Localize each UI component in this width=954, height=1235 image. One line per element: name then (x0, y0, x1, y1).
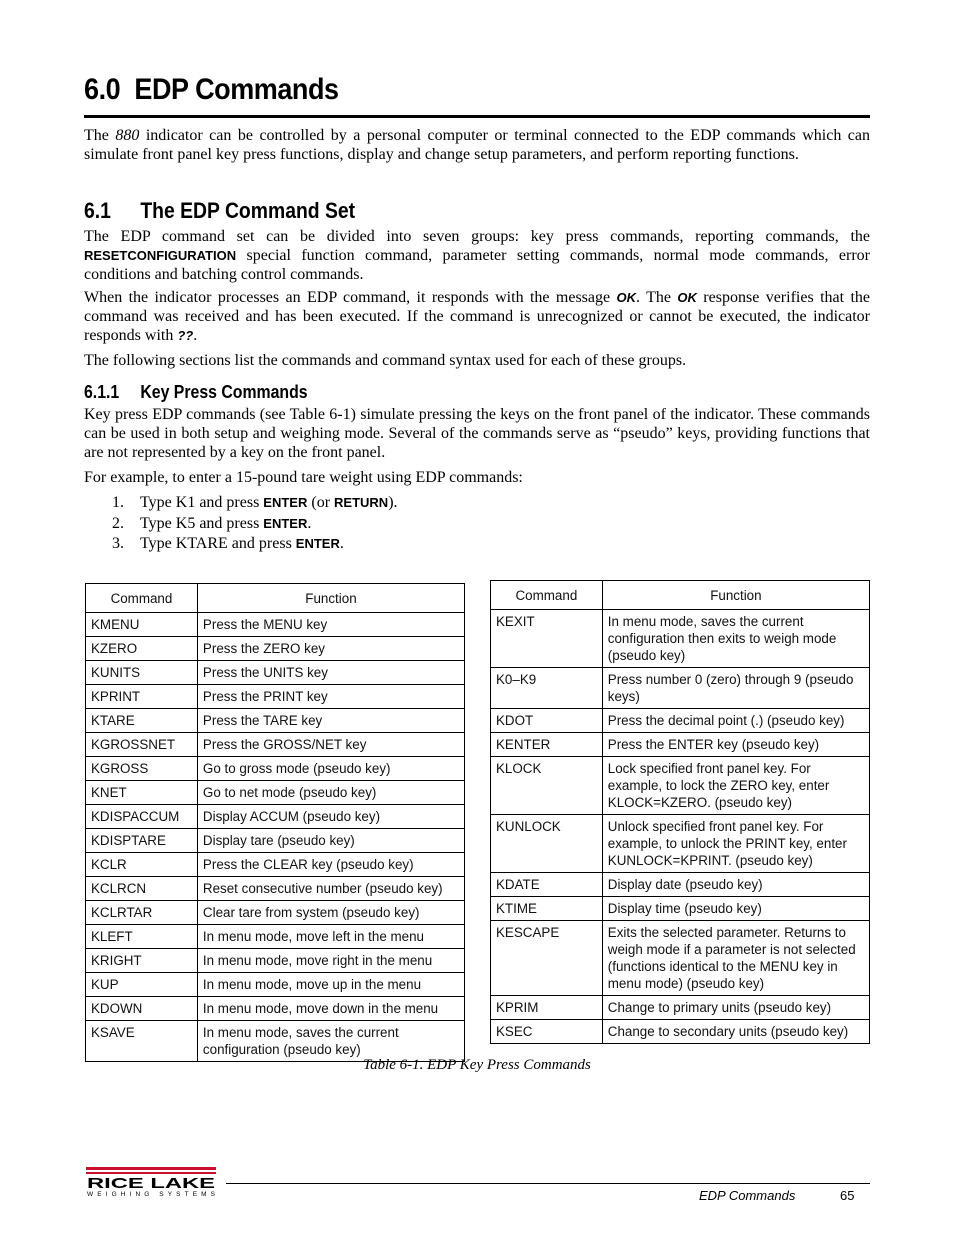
table-row (86, 925, 465, 949)
rice-lake-logo (86, 1167, 218, 1197)
page-title (84, 70, 791, 110)
function-cell: In menu mode, move up in the menu (197, 973, 464, 997)
table-row (491, 996, 870, 1020)
command-cell: KUNLOCK (491, 815, 603, 873)
function-cell: In menu mode, move down in the menu (197, 997, 464, 1021)
section-number: 6.0 (84, 73, 121, 106)
function-cell: Press the GROSS/NET key (197, 733, 464, 757)
command-cell: KMENU (86, 613, 198, 637)
function-cell: Display time (pseudo key) (602, 897, 869, 921)
function-cell: Press the TARE key (197, 709, 464, 733)
command-cell: KSEC (491, 1020, 603, 1044)
table-row (86, 997, 465, 1021)
function-cell: Press the PRINT key (197, 685, 464, 709)
column-header: Function (602, 581, 869, 610)
table-row (86, 877, 465, 901)
command-cell: K0–K9 (491, 668, 603, 709)
function-cell: Change to secondary units (pseudo key) (602, 1020, 869, 1044)
resetconfiguration-keyword: RESETCONFIGURATION (84, 248, 237, 263)
function-cell: Unlock specified front panel key. For example, to unlock the PRINT key, enter KUNLOCK=KPRINT. (pseudo key) (602, 815, 869, 873)
table-row (491, 873, 870, 897)
function-cell: Reset consecutive number (pseudo key) (197, 877, 464, 901)
table-row (491, 1020, 870, 1044)
command-cell: KLEFT (86, 925, 198, 949)
table-row (491, 897, 870, 921)
table-caption: Table 6-1. EDP Key Press Commands (363, 1057, 591, 1073)
command-cell: KENTER (491, 733, 603, 757)
function-cell: Display ACCUM (pseudo key) (197, 805, 464, 829)
function-cell: Press the ENTER key (pseudo key) (602, 733, 869, 757)
command-cell: KDISPACCUM (86, 805, 198, 829)
command-cell: KPRINT (86, 685, 198, 709)
function-cell: Display tare (pseudo key) (197, 829, 464, 853)
function-cell: Press the MENU key (197, 613, 464, 637)
section-title: EDP Commands (134, 73, 339, 106)
command-cell: KDOWN (86, 997, 198, 1021)
table-row (86, 949, 465, 973)
table-row (86, 829, 465, 853)
table-row (86, 757, 465, 781)
function-cell: In menu mode, saves the current configuration (pseudo key) (197, 1021, 464, 1062)
key-press-paragraph: Key press EDP commands (see Table 6-1) simulate pressing the keys on the front panel of the indicator. These commands can be used in both setup and weighing mode. Several of the commands serve as “pseudo” keys, providing functions that are not represented by a key on the front panel. (84, 406, 870, 461)
command-cell: KLOCK (491, 757, 603, 815)
model-number: 880 (115, 127, 140, 144)
table-row (86, 901, 465, 925)
command-cell: KZERO (86, 637, 198, 661)
function-cell: In menu mode, saves the current configuration then exits to weigh mode (pseudo key) (602, 610, 869, 668)
function-cell: Press the decimal point (.) (pseudo key) (602, 709, 869, 733)
table-row (86, 685, 465, 709)
column-header: Function (197, 584, 464, 613)
function-cell: Lock specified front panel key. For example, to lock the ZERO key, enter KLOCK=KZERO. (pseudo key) (602, 757, 869, 815)
function-cell: Go to gross mode (pseudo key) (197, 757, 464, 781)
function-cell: Press the CLEAR key (pseudo key) (197, 853, 464, 877)
command-cell: KDOT (491, 709, 603, 733)
table-row (86, 781, 465, 805)
command-cell: KESCAPE (491, 921, 603, 996)
function-cell: Display date (pseudo key) (602, 873, 869, 897)
function-cell: In menu mode, move right in the menu (197, 949, 464, 973)
command-cell: KCLR (86, 853, 198, 877)
logo-subtitle: WEIGHING SYSTEMS (87, 1191, 215, 1197)
logo-wordmark: RICE LAKE (87, 1175, 215, 1192)
command-cell: KPRIM (491, 996, 603, 1020)
command-cell: KGROSS (86, 757, 198, 781)
command-cell: KGROSSNET (86, 733, 198, 757)
command-cell: KEXIT (491, 610, 603, 668)
command-table-left (85, 583, 465, 1062)
table-row (491, 733, 870, 757)
function-cell: In menu mode, move left in the menu (197, 925, 464, 949)
response-paragraph: When the indicator processes an EDP command, it responds with the message OK. The OK response verifies that the command was received and has been executed. If the command is unrecognized or cannot be executed, the indicator responds with ??. (84, 289, 870, 344)
table-row (491, 610, 870, 668)
step-item: 1. Type K1 and press ENTER (or RETURN). (112, 494, 398, 511)
function-cell: Go to net mode (pseudo key) (197, 781, 464, 805)
table-row (491, 709, 870, 733)
command-cell: KUP (86, 973, 198, 997)
function-cell: Change to primary units (pseudo key) (602, 996, 869, 1020)
table-row (491, 815, 870, 873)
function-cell: Exits the selected parameter. Returns to weigh mode if a parameter is not selected (functions identical to the MENU key in menu mode) (pseudo key) (602, 921, 869, 996)
function-cell: Press number 0 (zero) through 9 (pseudo keys) (602, 668, 869, 709)
table-row (86, 637, 465, 661)
table-row (86, 853, 465, 877)
footer-section-name: EDP Commands (699, 1188, 796, 1203)
column-header: Command (491, 581, 603, 610)
command-cell: KTARE (86, 709, 198, 733)
command-cell: KTIME (491, 897, 603, 921)
table-row (86, 613, 465, 637)
command-cell: KNET (86, 781, 198, 805)
table-row (86, 709, 465, 733)
command-cell: KCLRCN (86, 877, 198, 901)
command-cell: KCLRTAR (86, 901, 198, 925)
table-row (86, 973, 465, 997)
function-cell: Press the UNITS key (197, 661, 464, 685)
column-header: Command (86, 584, 198, 613)
command-cell: KSAVE (86, 1021, 198, 1062)
command-cell: KUNITS (86, 661, 198, 685)
command-table-right (490, 580, 870, 1044)
steps-list (112, 493, 398, 555)
table-row (86, 805, 465, 829)
step-item: 2. Type K5 and press ENTER. (112, 514, 312, 532)
page-number: 65 (840, 1188, 855, 1203)
footer-rule (226, 1183, 870, 1184)
intro-paragraph: The 880 indicator can be controlled by a personal computer or terminal connected to the EDP commands which can simulate front panel key press functions, display and change setup parameters, and perform reporting functions. (84, 127, 870, 163)
groups-paragraph: The following sections list the commands and command syntax used for each of these groups. (84, 352, 687, 369)
title-rule (84, 115, 870, 118)
table-row (86, 1021, 465, 1062)
table-row (491, 921, 870, 996)
function-cell: Press the ZERO key (197, 637, 464, 661)
command-set-paragraph: The EDP command set can be divided into seven groups: key press commands, reporting commands, the RESETCONFIGURATION special function command, parameter setting commands, normal mode commands, error conditions and batching control commands. (84, 228, 870, 283)
step-item: 3. Type KTARE and press ENTER. (112, 535, 344, 552)
table-row (86, 733, 465, 757)
table-row (491, 757, 870, 815)
section-heading-6-1: 6.1 The EDP Command Set (84, 198, 356, 223)
command-cell: KRIGHT (86, 949, 198, 973)
table-row (86, 661, 465, 685)
command-cell: KDATE (491, 873, 603, 897)
function-cell: Clear tare from system (pseudo key) (197, 901, 464, 925)
command-cell: KDISPTARE (86, 829, 198, 853)
example-paragraph: For example, to enter a 15-pound tare weight using EDP commands: (84, 469, 523, 486)
table-row (491, 668, 870, 709)
section-heading-6-1-1: 6.1.1 Key Press Commands (84, 382, 308, 402)
